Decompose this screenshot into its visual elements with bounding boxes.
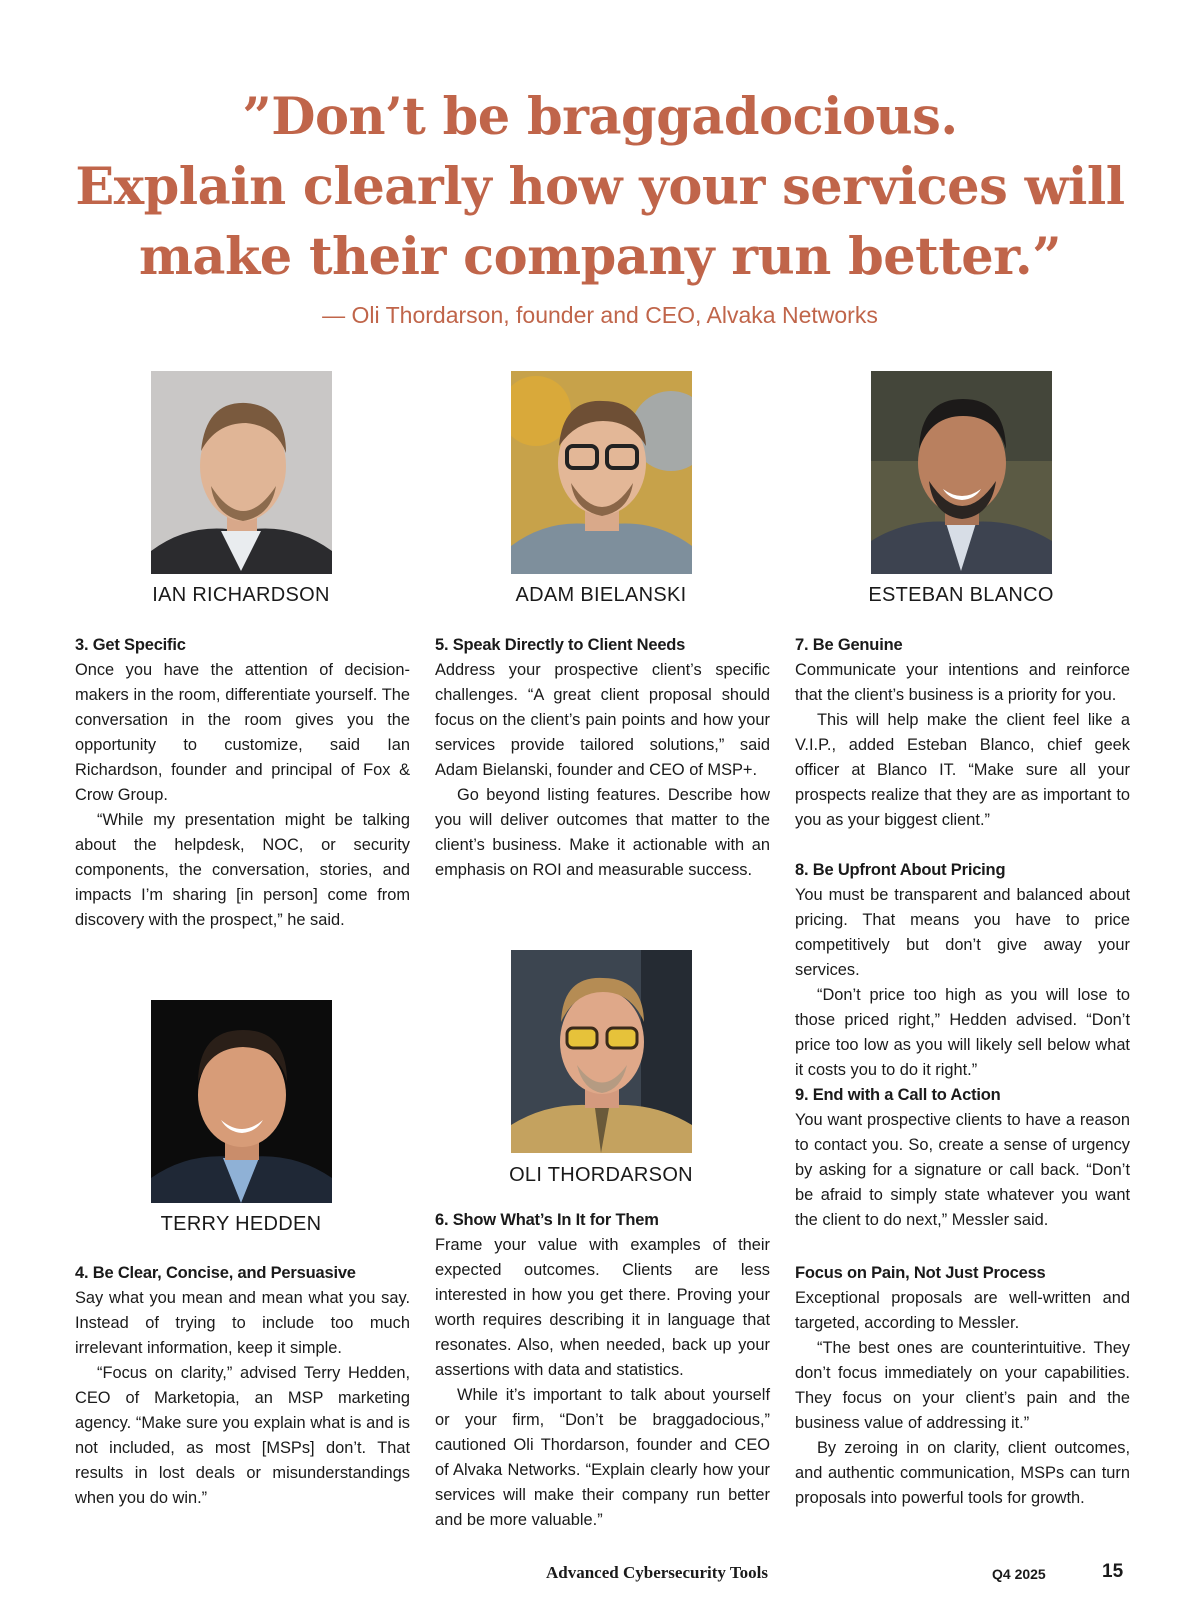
section-focus-on-pain (795, 1261, 1130, 1511)
portrait-esteban-blanco (871, 371, 1052, 574)
portrait-terry-hedden (151, 1000, 332, 1203)
section-heading: 7. Be Genuine (795, 636, 903, 654)
caption-esteban-blanco: ESTEBAN BLANCO (868, 584, 1054, 606)
section-heading: Focus on Pain, Not Just Process (795, 1264, 1046, 1282)
section-heading: 4. Be Clear, Concise, and Persuasive (75, 1264, 356, 1282)
section-heading: 5. Speak Directly to Client Needs (435, 636, 686, 654)
caption-oli-thordarson: OLI THORDARSON (509, 1164, 693, 1186)
section-be-genuine (795, 633, 1130, 833)
caption-ian-richardson: IAN RICHARDSON (152, 584, 330, 606)
section-heading: 3. Get Specific (75, 636, 186, 654)
footer-publication-title: Advanced Cybersecurity Tools (546, 1563, 768, 1582)
section-paragraph: While it’s important to talk about yourself or your firm, “Don’t be braggadocious,” cautioned Oli Thordarson, founder and CEO of Alvaka Networks. “Explain clearly how your services will make their company run better and be more valuable.” (435, 1386, 770, 1529)
section-paragraph: You want prospective clients to have a reason to contact you. So, create a sense of urgency by asking for a signature or call back. “Don’t be afraid to simply state whatever you want the client to do next,” Messler said. (795, 1111, 1130, 1229)
portrait-oli-thordarson (511, 950, 692, 1153)
section-paragraph: This will help make the client feel like a V.I.P., added Esteban Blanco, chief geek officer at Blanco IT. “Make sure all your prospects realize that they are as important to you as your biggest client.” (795, 711, 1130, 829)
section-whats-in-it (435, 1208, 770, 1533)
pull-quote-line: Explain clearly how your services will (75, 157, 1125, 217)
section-paragraph: Once you have the attention of decision-makers in the room, differentiate yourself. The conversation in the room gives you the opportunity to customize, said Ian Richardson, founder and principal of Fox & Crow Group. (75, 661, 410, 804)
section-heading: 8. Be Upfront About Pricing (795, 861, 1006, 879)
section-paragraph: You must be transparent and balanced about pricing. That means you have to price competitively but don’t give away your services. (795, 886, 1130, 979)
section-speak-directly (435, 633, 770, 883)
section-paragraph: “Don’t price too high as you will lose to those priced right,” Hedden advised. “Don’t price too low as you will likely sell below what it costs you to do it right.” (795, 986, 1130, 1079)
pull-quote (0, 82, 1200, 292)
section-paragraph: Go beyond listing features. Describe how you will deliver outcomes that matter to the client’s business. Make it actionable with an emphasis on ROI and measurable success. (435, 786, 770, 879)
pull-quote-line: ”Don’t be braggadocious. (242, 87, 958, 147)
section-heading: 9. End with a Call to Action (795, 1086, 1001, 1104)
pull-quote-attribution: — Oli Thordarson, founder and CEO, Alvaka Networks (322, 302, 878, 328)
portrait-ian-richardson (151, 371, 332, 574)
section-paragraph: Communicate your intentions and reinforce that the client’s business is a priority for you. (795, 661, 1130, 704)
section-paragraph: Say what you mean and mean what you say. Instead of trying to include too much irrelevant information, keep it simple. (75, 1289, 410, 1357)
section-paragraph: “Focus on clarity,” advised Terry Hedden, CEO of Marketopia, an MSP marketing agency. “Make sure you explain what is and is not included, as most [MSPs] don’t. That results in lost deals or misunderstandings when you do win.” (75, 1364, 410, 1507)
section-paragraph: Exceptional proposals are well-written and targeted, according to Messler. (795, 1289, 1130, 1332)
caption-adam-bielanski: ADAM BIELANSKI (515, 584, 687, 606)
section-pricing (795, 858, 1130, 1083)
page-number: 15 (1102, 1561, 1124, 1582)
portrait-adam-bielanski (511, 371, 692, 574)
section-paragraph: “The best ones are counterintuitive. They don’t focus immediately on your capabilities. They focus on your client’s pain and the business value of addressing it.” (795, 1339, 1130, 1432)
section-paragraph: “While my presentation might be talking about the helpdesk, NOC, or security components, the conversation, stories, and impacts I’m sharing [in person] come from discovery with the prospect,” he said. (75, 811, 410, 929)
section-call-to-action (795, 1083, 1130, 1233)
section-paragraph: Frame your value with examples of their expected outcomes. Clients are less interested in how you get there. Proving your worth requires describing it in language that resonates. Also, when needed, back up your assertions with data and statistics. (435, 1236, 770, 1379)
section-heading: 6. Show What’s In It for Them (435, 1211, 659, 1229)
section-get-specific (75, 633, 410, 933)
caption-terry-hedden: TERRY HEDDEN (160, 1213, 322, 1235)
section-paragraph: Address your prospective client’s specific challenges. “A great client proposal should focus on the client’s pain points and how your services provide tailored solutions,” said Adam Bielanski, founder and CEO of MSP+. (435, 661, 770, 779)
section-be-clear (75, 1261, 410, 1511)
section-paragraph: By zeroing in on clarity, client outcomes, and authentic communication, MSPs can turn proposals into powerful tools for growth. (795, 1439, 1130, 1507)
pull-quote-line: make their company run better.” (138, 227, 1062, 287)
footer-issue: Q4 2025 (992, 1566, 1046, 1582)
